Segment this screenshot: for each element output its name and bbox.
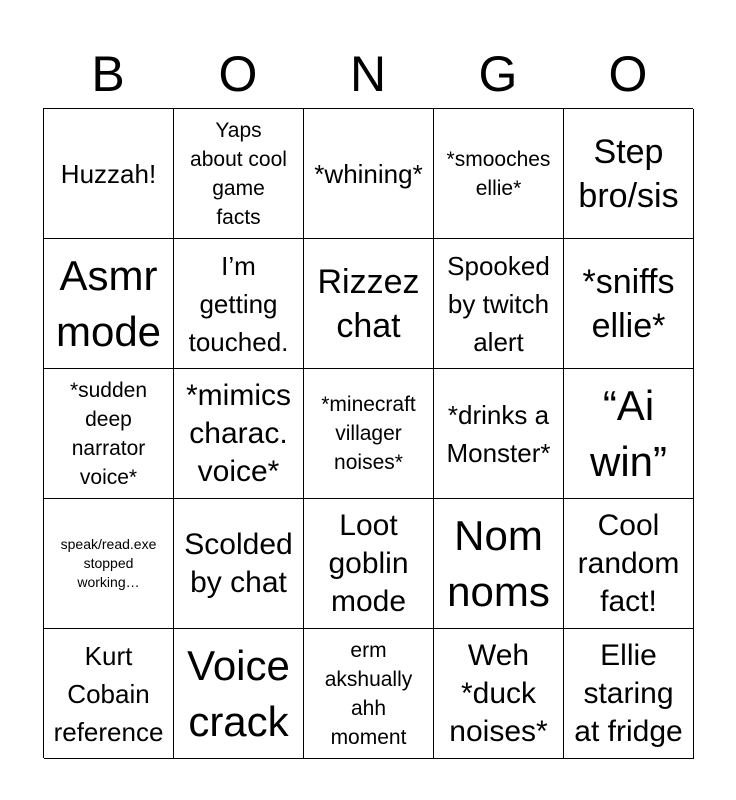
bingo-cell[interactable]: Step bro/sis [564, 109, 694, 239]
bingo-cell[interactable]: *whining* [304, 109, 434, 239]
bingo-cell[interactable]: erm akshually ahh moment [304, 629, 434, 759]
bingo-cell[interactable]: Yaps about cool game facts [174, 109, 304, 239]
header-letter-o: O [218, 46, 258, 102]
bingo-cell[interactable]: Rizzez chat [304, 239, 434, 369]
bingo-cell[interactable]: Ellie staring at fridge [564, 629, 694, 759]
header-letter-g: G [478, 46, 518, 102]
bingo-cell[interactable]: “Ai win” [564, 369, 694, 499]
header-letter-n: N [349, 46, 387, 102]
bingo-cell[interactable]: *sudden deep narrator voice* [44, 369, 174, 499]
header-letter-o-2: O [608, 46, 648, 102]
bingo-cell[interactable]: Asmr mode [44, 239, 174, 369]
bingo-cell[interactable]: Weh *duck noises* [434, 629, 564, 759]
bingo-cell[interactable]: Voice crack [174, 629, 304, 759]
bingo-cell[interactable]: *mimics charac. voice* [174, 369, 304, 499]
bingo-cell[interactable]: *sniffs ellie* [564, 239, 694, 369]
bingo-cell[interactable]: Cool random fact! [564, 499, 694, 629]
bingo-cell[interactable]: *smooches ellie* [434, 109, 564, 239]
bingo-cell[interactable]: *minecraft villager noises* [304, 369, 434, 499]
bingo-cell[interactable]: Kurt Cobain reference [44, 629, 174, 759]
bingo-cell[interactable]: Scolded by chat [174, 499, 304, 629]
bingo-cell[interactable]: speak/read.exe stopped working… [44, 499, 174, 629]
bingo-cell[interactable]: *drinks a Monster* [434, 369, 564, 499]
bingo-board [43, 108, 693, 758]
header-letter-b: B [91, 46, 125, 102]
bingo-cell[interactable]: I’m getting touched. [174, 239, 304, 369]
bingo-cell[interactable]: Spooked by twitch alert [434, 239, 564, 369]
bingo-cell[interactable]: Loot goblin mode [304, 499, 434, 629]
bingo-header [43, 42, 693, 106]
bingo-cell[interactable]: Huzzah! [44, 109, 174, 239]
bingo-cell[interactable]: Nom noms [434, 499, 564, 629]
